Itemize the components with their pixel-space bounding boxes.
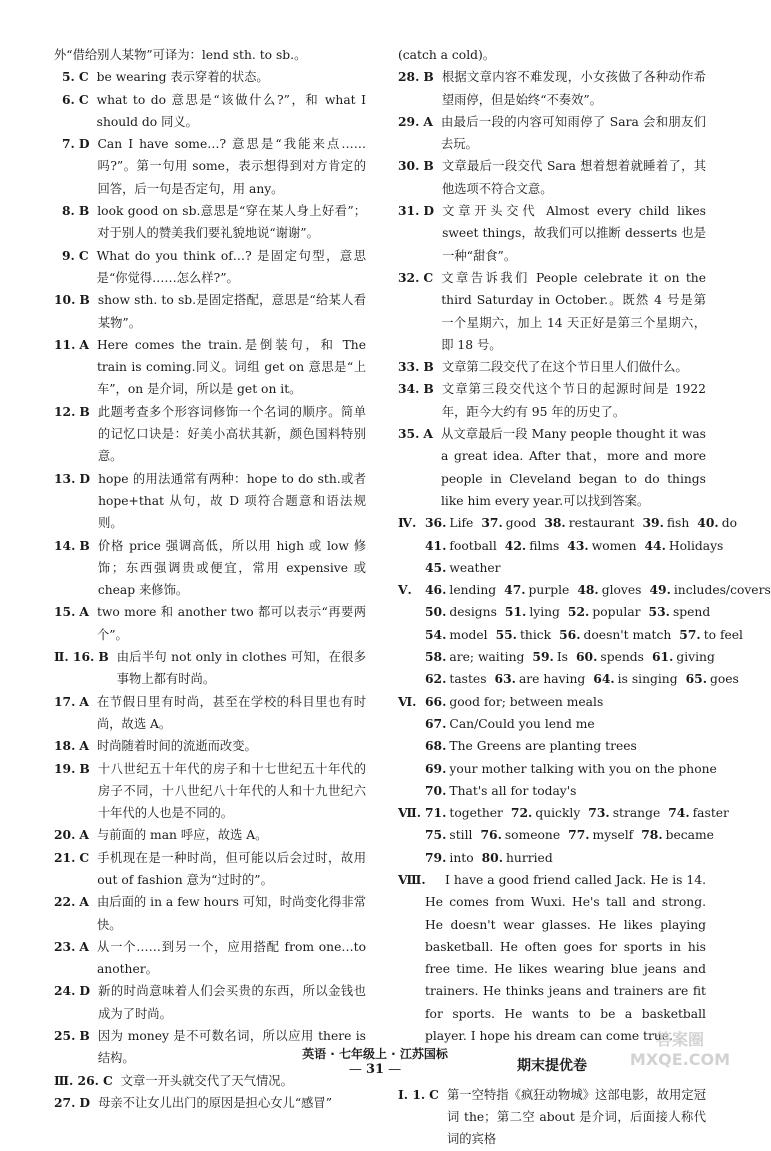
answer-word: are having [518,672,586,687]
question-number: 44. [644,537,666,553]
answer-explanation: 由后半句 not only in clothes 可知，在很多事物上都有时尚。 [116,650,366,687]
question-number: 19. [54,760,76,776]
answer-letter: A [79,894,89,910]
section-vii-row [398,824,714,846]
answer-cell [679,624,743,646]
writing-essay [425,869,706,1047]
section-v-row [398,579,771,601]
answer-word: model [449,627,488,642]
question-number: 59. [532,649,554,665]
answer-letter: B [79,292,90,308]
answer-cell [641,824,714,846]
answer-word: spend [672,605,711,620]
question-number: 69. [425,760,447,776]
question-number: 31. [398,203,420,219]
answer-cell [645,535,724,557]
answer-cell [425,824,472,846]
answer-cell [480,824,560,846]
question-number: 5. [62,69,75,85]
answer-letter: B [79,1028,90,1044]
answer-explanation: 手机现在是一种时尚，但可能以后会过时，故用 out of fashion 意为“过时的”。 [97,850,366,887]
answer-item [54,601,366,646]
answer-explanation: 因为 money 是不可数名词，所以应用 there is 结构。 [97,1029,366,1066]
answer-word: Life [449,516,474,531]
answer-cell [544,512,634,534]
question-number: 73. [588,805,610,821]
answer-letter: B [423,359,434,375]
question-number: 49. [649,582,671,598]
question-number: 66. [425,693,447,709]
essay-paragraph: I have a good friend called Jack. He is 14. He comes from Wuxi. He's tall and strong. He doesn't wear glasses. He likes playing basketball. He often goes for sports in his free time. He likes wearing blue jeans and trainers. He thinks jeans and trainers are fit for sports. He wants to be a basketball player. I hope his dream can come true. [425,872,706,1044]
question-number: 53. [648,604,670,620]
answer-letter: D [78,136,90,152]
section-iv-row [398,557,706,579]
answer-explanation: 时尚随着时间的流逝而改变。 [96,739,257,754]
section-vi-row [398,780,706,802]
answer-item [54,289,366,334]
answer-word: into [449,850,474,865]
question-number: 33. [398,359,420,375]
answer-word: do [721,516,737,531]
section-iv-row [398,512,737,534]
question-number: 34. [398,381,420,397]
question-number: 76. [480,827,502,843]
answer-word: spends [600,650,644,665]
answer-cell [568,601,641,623]
question-number: 36. [425,515,447,531]
answer-explanation: 此题考查多个形容词修饰一个名词的顺序。简单的记忆口诀是：好美小高状其新，颜色国料特别意。 [97,404,366,464]
question-number: 39. [642,515,664,531]
answer-explanation: 从一个……到另一个，应用搭配 from one…to another。 [96,939,366,977]
answer-word: are; waiting [449,650,525,665]
answer-word: to feel [703,627,743,642]
answer-letter: B [79,537,90,553]
question-number: 18. [54,738,76,754]
answer-letter: B [423,69,434,85]
answer-item [54,936,366,981]
answer-sentence: The Greens are planting trees [449,739,637,754]
answer-cell [588,802,660,824]
answer-explanation: be wearing 表示穿着的状态。 [96,70,269,85]
question-number: Ⅱ. 16. [54,649,95,665]
answer-cell [668,802,729,824]
question-number: 50. [425,604,447,620]
answer-letter: D [79,1094,91,1110]
answer-cell [649,579,770,601]
answer-letter: A [79,938,89,954]
answer-explanation: 文章第三段交代这个节日的起源时间是 1922 年，距今大约有 95 年的历史了。 [441,382,706,419]
answer-word: goes [710,672,739,687]
question-number: 24. [54,983,76,999]
question-number: 45. [425,559,447,575]
question-number: 29. [398,113,420,129]
section-v-row [398,646,715,668]
answer-letter: C [102,1072,113,1088]
answer-explanation: 十八世纪五十年代的房子和十七世纪五十年代的房子不同，十八世纪八十年代的人和十九世纪六十年代的人也是不同的。 [97,761,366,821]
answer-letter: B [423,381,434,397]
question-number: 54. [425,626,447,642]
answer-explanation: Here comes the train.是倒装句，和 The train is coming.同义。词组 get on 意思是“上车”，on 是介词，所以是 get on it。 [96,337,366,397]
question-number: 25. [54,1028,76,1044]
answer-item [54,691,366,736]
answer-explanation: 文章告诉我们 People celebrate it on the third Saturday in October.。既然 4 号是第一个星期六，加上 14 天正好是第三个星期六，即 18 号。 [441,270,706,352]
question-number: 6. [62,91,75,107]
answer-item [54,646,366,691]
answer-word: together [449,806,503,821]
answer-word: designs [449,605,497,620]
answer-word: restaurant [568,516,635,531]
answer-word: Holidays [668,538,724,553]
question-number: 79. [425,849,447,865]
answer-cell [425,624,488,646]
question-number: 55. [495,626,517,642]
question-number: 63. [494,671,516,687]
answer-cell [652,646,715,668]
answer-letter: A [79,336,89,352]
answer-letter: B [79,403,90,419]
section-v-row [398,668,739,690]
answer-explanation: 与前面的 man 呼应，故选 A。 [96,828,268,843]
question-number: 80. [481,849,504,865]
answer-explanation: 新的时尚意味着人们会买贵的东西，所以金钱也成为了时尚。 [98,984,366,1021]
question-number: 71. [425,805,447,821]
answer-item [54,980,366,1025]
answer-item [54,200,366,245]
answer-explanation: 根据文章内容不难发现，小女孩做了各种动作希望雨停，但是始终“不奏效”。 [441,70,706,107]
answer-cell [425,646,524,668]
section-vi-row [398,735,706,757]
answer-explanation: 文章一开头就交代了天气情况。 [120,1073,293,1088]
answer-cell [425,847,474,869]
answer-item [54,535,366,602]
question-number: 32. [398,269,420,285]
answer-cell [511,802,580,824]
answer-word: someone [504,828,561,843]
question-number: 78. [641,827,663,843]
answer-cell [425,758,717,780]
question-number: 62. [425,671,447,687]
answer-cell [425,601,497,623]
question-number: 21. [54,849,76,865]
answer-continuation: 外“借给别人某物”可译为：lend sth. to sb.。 [54,48,307,62]
answer-explanation: 文章第二段交代了在这个节日里人们做什么。 [441,360,688,375]
section-label: Ⅷ. [398,871,426,887]
answer-cell [425,512,473,534]
answer-word: strange [612,806,661,821]
answer-word: still [449,828,473,843]
answer-sentence: Can/Could you lend me [449,716,595,731]
answer-letter: C [423,269,434,285]
answer-cell [425,735,637,757]
section-vii-row [398,802,729,824]
question-number: 67. [425,715,447,731]
answer-cell [505,535,560,557]
answer-word: doesn't match [583,627,672,642]
answer-letter: A [423,113,433,129]
answer-item [398,155,706,200]
answer-word: myself [592,828,634,843]
answer-item [54,735,366,757]
question-number: 35. [398,426,420,442]
question-number: 10. [54,292,76,308]
answer-cell [642,512,689,534]
answer-letter: D [79,470,91,486]
answer-item [54,824,366,846]
answer-cell [425,802,503,824]
answer-cell [504,579,569,601]
answer-letter: A [79,827,89,843]
answer-item [398,423,706,512]
question-number: 14. [54,537,76,553]
answer-explanation: show sth. to sb.是固定搭配，意思是“给某人看某物”。 [97,293,366,330]
question-number: 17. [54,693,76,709]
section-label: Ⅵ. [398,693,417,709]
answer-item [54,334,366,401]
answer-letter: C [429,1086,439,1102]
answer-letter: D [79,983,91,999]
section-label: Ⅴ. [398,582,412,598]
answer-word: lending [449,583,497,598]
answer-item [54,66,366,88]
answer-word: women [591,538,637,553]
answer-letter: C [78,247,89,263]
answer-cell [482,847,553,869]
answer-item [398,356,706,378]
section-vi-row [398,713,706,735]
page-number: — 31 — [348,1062,402,1077]
question-number: 37. [481,515,503,531]
answer-explanation: hope 的用法通常有两种：hope to do sth.或者 hope+that 从句，故 D 项符合题意和语法规则。 [98,471,366,531]
answer-explanation: 从文章最后一段 Many people thought it was a great idea. After that，more and more people in Cleveland began to do things like him every year.可以找到答案。 [440,427,706,508]
question-number: 8. [62,203,75,219]
final-exam-title: 期末提优卷 [517,1058,587,1075]
answer-item [54,133,366,200]
footer-subject: 英语 · 七年级上 · 江苏国标 [302,1047,448,1061]
answer-item [398,1084,706,1151]
answer-cell [425,579,496,601]
left-column [54,44,366,1114]
question-number: 41. [425,537,447,553]
answer-cell [649,601,711,623]
section-v-row [398,624,743,646]
answer-explanation: 文章最后一段交代 Sara 想着想着就睡着了，其他选项不符合文意。 [441,159,706,196]
question-number: 64. [593,671,615,687]
answer-item [54,89,366,134]
answer-explanation: 由最后一段的内容可知雨停了 Sara 会和朋友们去玩。 [440,114,706,152]
answer-word: tastes [449,672,487,687]
answer-word: films [529,538,560,553]
question-number: 42. [504,537,527,553]
answer-explanation: two more 和 another two 都可以表示“再要两个”。 [96,605,366,642]
question-number: 47. [504,582,526,598]
answer-explanation: 在节假日里有时尚，甚至在学校的科目里也有时尚，故选 A。 [96,694,366,731]
answer-explanation: what to do 意思是“该做什么?”，和 what I should do 同义。 [96,92,366,129]
answer-item [398,111,706,156]
question-number: Ⅰ. 1. [398,1086,426,1102]
answer-word: gloves [601,583,642,598]
question-number: 43. [567,537,589,553]
answer-letter: B [78,203,90,219]
answer-word: Is [556,650,568,665]
answer-cell [425,668,487,690]
answer-item [398,267,706,356]
answer-word: weather [449,560,501,575]
answer-item [54,758,366,825]
answer-letter: B [79,760,90,776]
answer-letter: A [423,426,433,442]
answer-cell [425,535,497,557]
answer-word: lying [529,605,560,620]
answer-word: football [449,538,497,553]
answer-explanation: 文章开头交代 Almost every child likes sweet things，故我们可以推断 desserts 也是一种“甜食”。 [442,204,706,263]
answer-cell [559,624,671,646]
question-number: 72. [510,805,533,821]
answer-word: faster [692,806,729,821]
answer-cell [568,824,633,846]
question-number: 75. [425,827,447,843]
watermark-logo: 答案圈 MXQE.COM [629,1030,731,1069]
answer-cell [425,780,576,802]
answer-letter: B [98,649,109,665]
question-number: 12. [54,403,76,419]
answer-letter: C [78,69,89,85]
question-number: 74. [668,805,690,821]
question-number: 23. [54,938,76,954]
right-column [398,44,771,1151]
answer-item [54,401,366,468]
answer-explanation: 母亲不让女儿出门的原因是担心女儿“感冒” [98,1095,332,1110]
answer-letter: C [79,849,90,865]
question-number: 46. [425,582,447,598]
answer-word: popular [592,605,641,620]
question-number: 70. [425,782,447,798]
answer-word: giving [676,650,715,665]
answer-letter: A [79,693,89,709]
answer-cell [576,646,644,668]
section-vi-row [398,758,717,780]
question-number: 52. [567,604,590,620]
question-number: 28. [398,69,420,85]
answer-word: became [665,828,714,843]
question-number: 13. [54,470,76,486]
question-number: 60. [575,649,598,665]
answer-cell [425,713,595,735]
answer-word: hurried [506,850,553,865]
answer-cell [697,512,737,534]
question-number: 20. [54,827,76,843]
answer-item [54,468,366,535]
answer-letter: A [79,604,89,620]
answer-cell [425,557,501,579]
section-viii [398,869,706,1047]
answer-word: fish [666,516,690,531]
answer-word: is singing [617,672,678,687]
question-number: 11. [54,336,76,352]
answer-explanation: look good on sb.意思是“穿在某人身上好看”；对于别人的赞美我们要礼貌地说“谢谢”。 [97,204,366,241]
answer-word: thick [519,627,552,642]
answer-item [54,847,366,892]
question-number: 40. [697,515,719,531]
answer-cell [495,668,586,690]
question-number: 57. [679,626,701,642]
section-label: Ⅶ. [398,805,422,821]
answer-cell [425,691,603,713]
answer-letter: D [423,203,435,219]
answer-continuation: (catch a cold)。 [398,48,496,62]
question-number: 77. [568,827,590,843]
answer-item [398,66,706,111]
question-number: 48. [577,582,599,598]
section-vi-row [398,691,706,713]
question-number: 30. [398,158,420,174]
question-number: 58. [425,649,447,665]
answer-letter: C [78,91,89,107]
answer-item [54,1092,366,1114]
question-number: 61. [651,649,674,665]
answer-explanation: 由后面的 in a few hours 可知，时尚变化得非常快。 [96,895,366,932]
question-number: 68. [425,738,447,754]
question-number: 56. [559,626,581,642]
section-iv-row [398,535,724,557]
answer-cell [481,512,536,534]
answer-explanation: What do you think of…? 是固定句型，意思是“你觉得……怎么样?”。 [96,248,366,285]
question-number: Ⅲ. 26. [54,1072,99,1088]
section-label: Ⅳ. [398,515,417,531]
question-number: 51. [504,604,527,620]
question-number: 65. [685,671,707,687]
answer-explanation: 第一空特指《疯狂动物城》这部电影，故用定冠词 the；第二空 about 是介词，后面接人称代词的宾格 [446,1087,706,1147]
answer-item [54,891,366,936]
answer-cell [505,601,560,623]
answer-cell [593,668,677,690]
answer-word: purple [528,583,570,598]
section-v-row [398,601,711,623]
question-number: 22. [54,894,76,910]
question-number: 9. [62,247,75,263]
question-number: 7. [62,136,75,152]
answer-cell [567,535,636,557]
question-number: 15. [54,604,76,620]
answer-cell [532,646,568,668]
question-number: 38. [544,515,566,531]
section-vii-row [398,847,706,869]
answer-sentence: good for; between meals [449,694,604,709]
answer-item [398,200,706,267]
question-number: 27. [54,1094,76,1110]
answer-explanation: 价格 price 强调高低，所以用 high 或 low 修饰；东西强调贵或便宜，常用 expensive 或 cheap 来修饰。 [97,538,366,598]
answer-cell [686,668,739,690]
answer-word: good [505,516,537,531]
answer-cell [577,579,641,601]
answer-explanation: Can I have some…? 意思是“我能来点……吗?”。第一句用 some，表示想得到对方肯定的回答，后一句是否定句，用 any。 [97,137,366,196]
answer-sentence: That's all for today's [449,783,577,798]
answer-item [398,378,706,423]
answer-letter: A [79,738,89,754]
answer-letter: B [423,158,434,174]
answer-item [54,245,366,290]
answer-word: includes/covers [673,583,771,598]
answer-cell [496,624,552,646]
answer-sentence: your mother talking with you on the phone [449,761,717,776]
answer-word: quickly [535,806,581,821]
